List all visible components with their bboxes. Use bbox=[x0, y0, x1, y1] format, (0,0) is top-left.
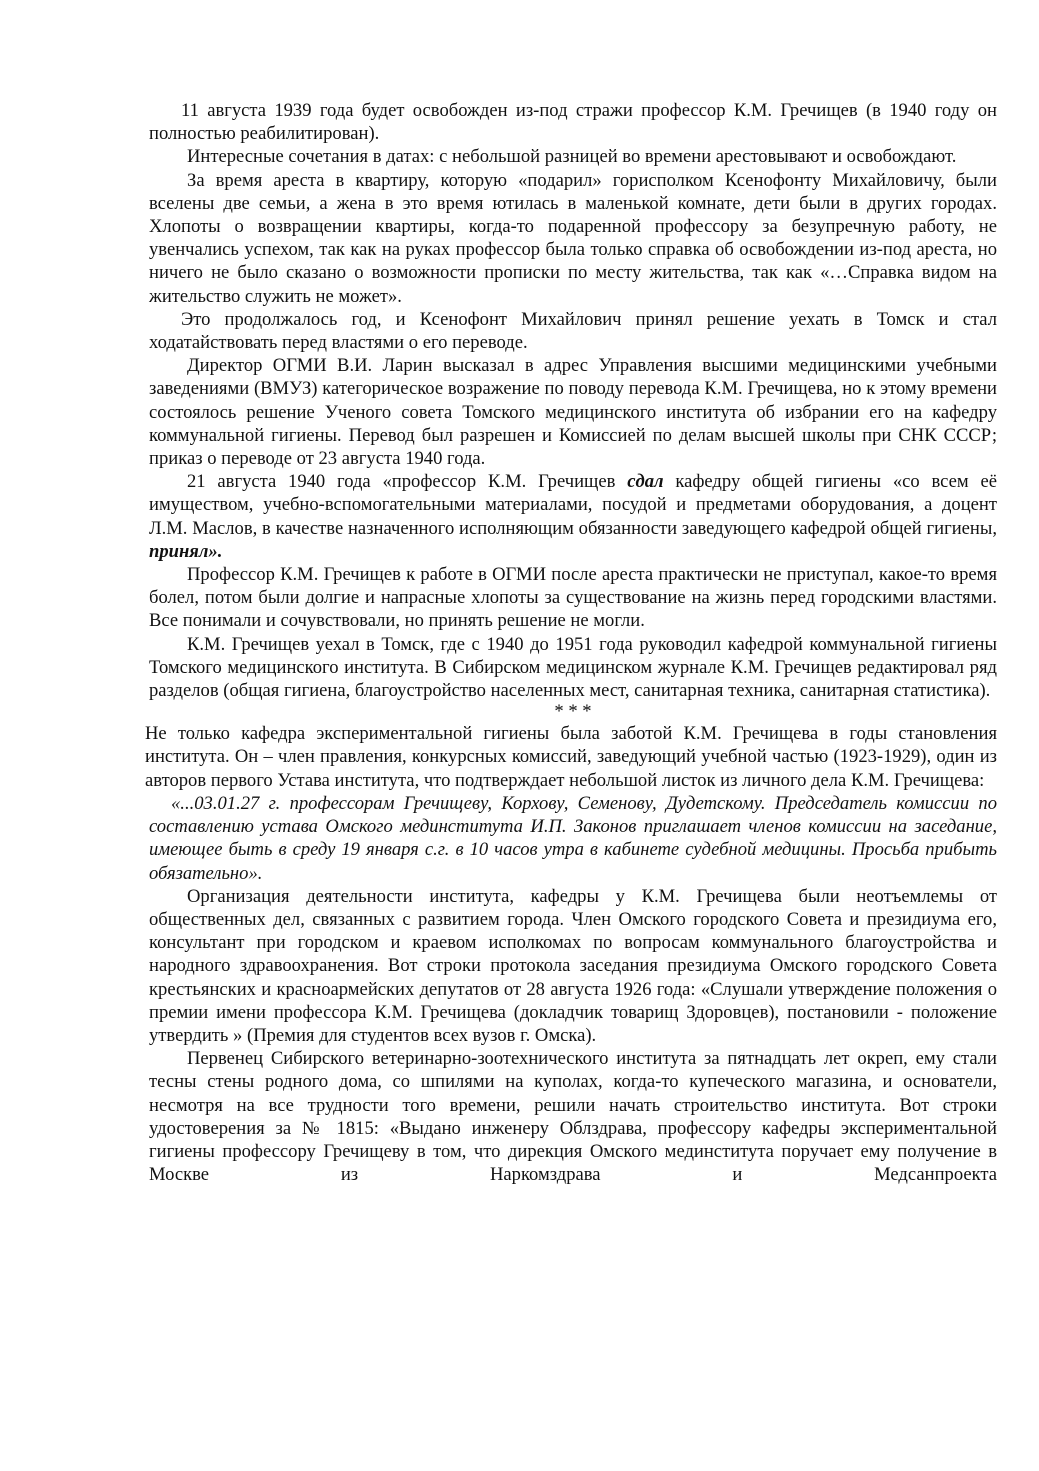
emphasis-handed-over: сдал bbox=[627, 471, 664, 493]
paragraph: Директор ОГМИ В.И. Ларин высказал в адрес Управления высшими медицинскими учебными заведениями (ВМУЗ) категорическое возражение по поводу перевода К.М. Гречищева, но к этому времени состоялось решение Ученого совета Томского медицинского института об избрании его на кафедру коммунальной гигиены. Перевод был разрешен и Комиссией по делам высшей школы при СНК СССР; приказ о переводе от 23 августа 1940 года. bbox=[149, 355, 997, 470]
paragraph-transfer bbox=[149, 470, 997, 563]
paragraph: К.М. Гречищев уехал в Томск, где с 1940 до 1951 года руководил кафедрой коммунальной гигиены Томского медицинского института. В Сибирском медицинском журнале К.М. Гречищев редактировал ряд разделов (общая гигиена, благоустройство населенных мест, санитарная техника, санитарная статистика). bbox=[149, 633, 997, 702]
document-text bbox=[145, 99, 997, 1186]
paragraph: Профессор К.М. Гречищев к работе в ОГМИ после ареста практически не приступал, какое-то время болел, потом были долгие и напрасные хлопоты за существование на жизнь перед городскими властями. Все понимали и сочувствовали, но принять решение не могли. bbox=[149, 564, 997, 632]
paragraph-text: кафедру общей гигиены «со всем её имуществом, учебно-вспомогательными материалами, посудой и предметами оборудования, а доцент Л.М. Маслов, в качестве назначенного исполняющим обязанности заведующего кафедрой общей гигиены, bbox=[149, 471, 997, 539]
section-separator: * * * bbox=[554, 701, 592, 723]
paragraph: 11 августа 1939 года будет освобожден из-под стражи профессор К.М. Гречищев (в 1940 году он полностью реабилитирован). bbox=[149, 100, 997, 145]
paragraph-text: 21 августа 1940 года «профессор К.М. Гречищев bbox=[187, 471, 628, 493]
paragraph: Интересные сочетания в датах: с небольшой разницей во времени арестовывают и освобождают. bbox=[187, 146, 957, 168]
paragraph: За время ареста в квартиру, которую «подарил» горисполком Ксенофонту Михайловичу, были вселены две семьи, а жена в это время ютилась в маленькой комнате, дети были в других городах. Хлопоты о возвращении квартиры, когда-то подаренной профессору за безупречную работу, не увенчались успехом, так как на руках профессор была только справка об освобождении из-под ареста, но ничего не было сказано о возможности прописки по месту жительства, так как «…Справка видом на жительство служить не может». bbox=[149, 169, 997, 307]
paragraph: Первенец Сибирского ветеринарно-зоотехнического института за пятнадцать лет окреп, ему стали тесны стены родного дома, со шпилями на куполах, когда-то купеческого магазина, и основатели, несмотря на все трудности того времени, решили начать строительство института. Вот строки удостоверения за № 1815: «Выдано инженеру Облздрава, профессору кафедры экспериментальной гигиены профессору Гречищеву в том, что дирекция Омского мединститута поручает ему получение в Москве из Наркомздрава и Медсанпроекта bbox=[149, 1048, 997, 1186]
quoted-notice: «...03.01.27 г. профессорам Гречищеву, Корхову, Семенову, Дудетскому. Председатель комиссии по составлению устава Омского мединститута И.П. Законов приглашает членов комиссии на заседание, имеющее быть в среду 19 января с.г. в 10 часов утра в кабинете судебной медицины. Просьба прибыть обязательно». bbox=[149, 792, 997, 884]
paragraph: Организация деятельности института, кафедры у К.М. Гречищева были неотъемлемы от общественных дел, связанных с развитием города. Член Омского городского Совета и президиума его, консультант при городском и краевом исполкомах по вопросам коммунального благоустройства и народного здравоохранения. Вот строки протокола заседания президиума Омского городского Совета крестьянских и красноармейских депутатов от 28 августа 1926 года: «Слушали утверждение положения о премии имени профессора К.М. Гречищева (докладчик товарищ Здоровцев), постановили - положение утвердить » (Премия для студентов всех вузов г. Омска). bbox=[149, 885, 997, 1046]
paragraph: Не только кафедра экспериментальной гигиены была заботой К.М. Гречищева в годы становления института. Он – член правления, конкурсных комиссий, заведующий учебной частью (1923-1929), один из авторов первого Устава института, что подтверждает небольшой листок из личного дела К.М. Гречищева: bbox=[145, 723, 997, 791]
emphasis-accepted: принял». bbox=[149, 540, 223, 562]
paragraph: Это продолжалось год, и Ксенофонт Михайлович принял решение уехать в Томск и стал ходатайствовать перед властями о его переводе. bbox=[149, 308, 997, 354]
